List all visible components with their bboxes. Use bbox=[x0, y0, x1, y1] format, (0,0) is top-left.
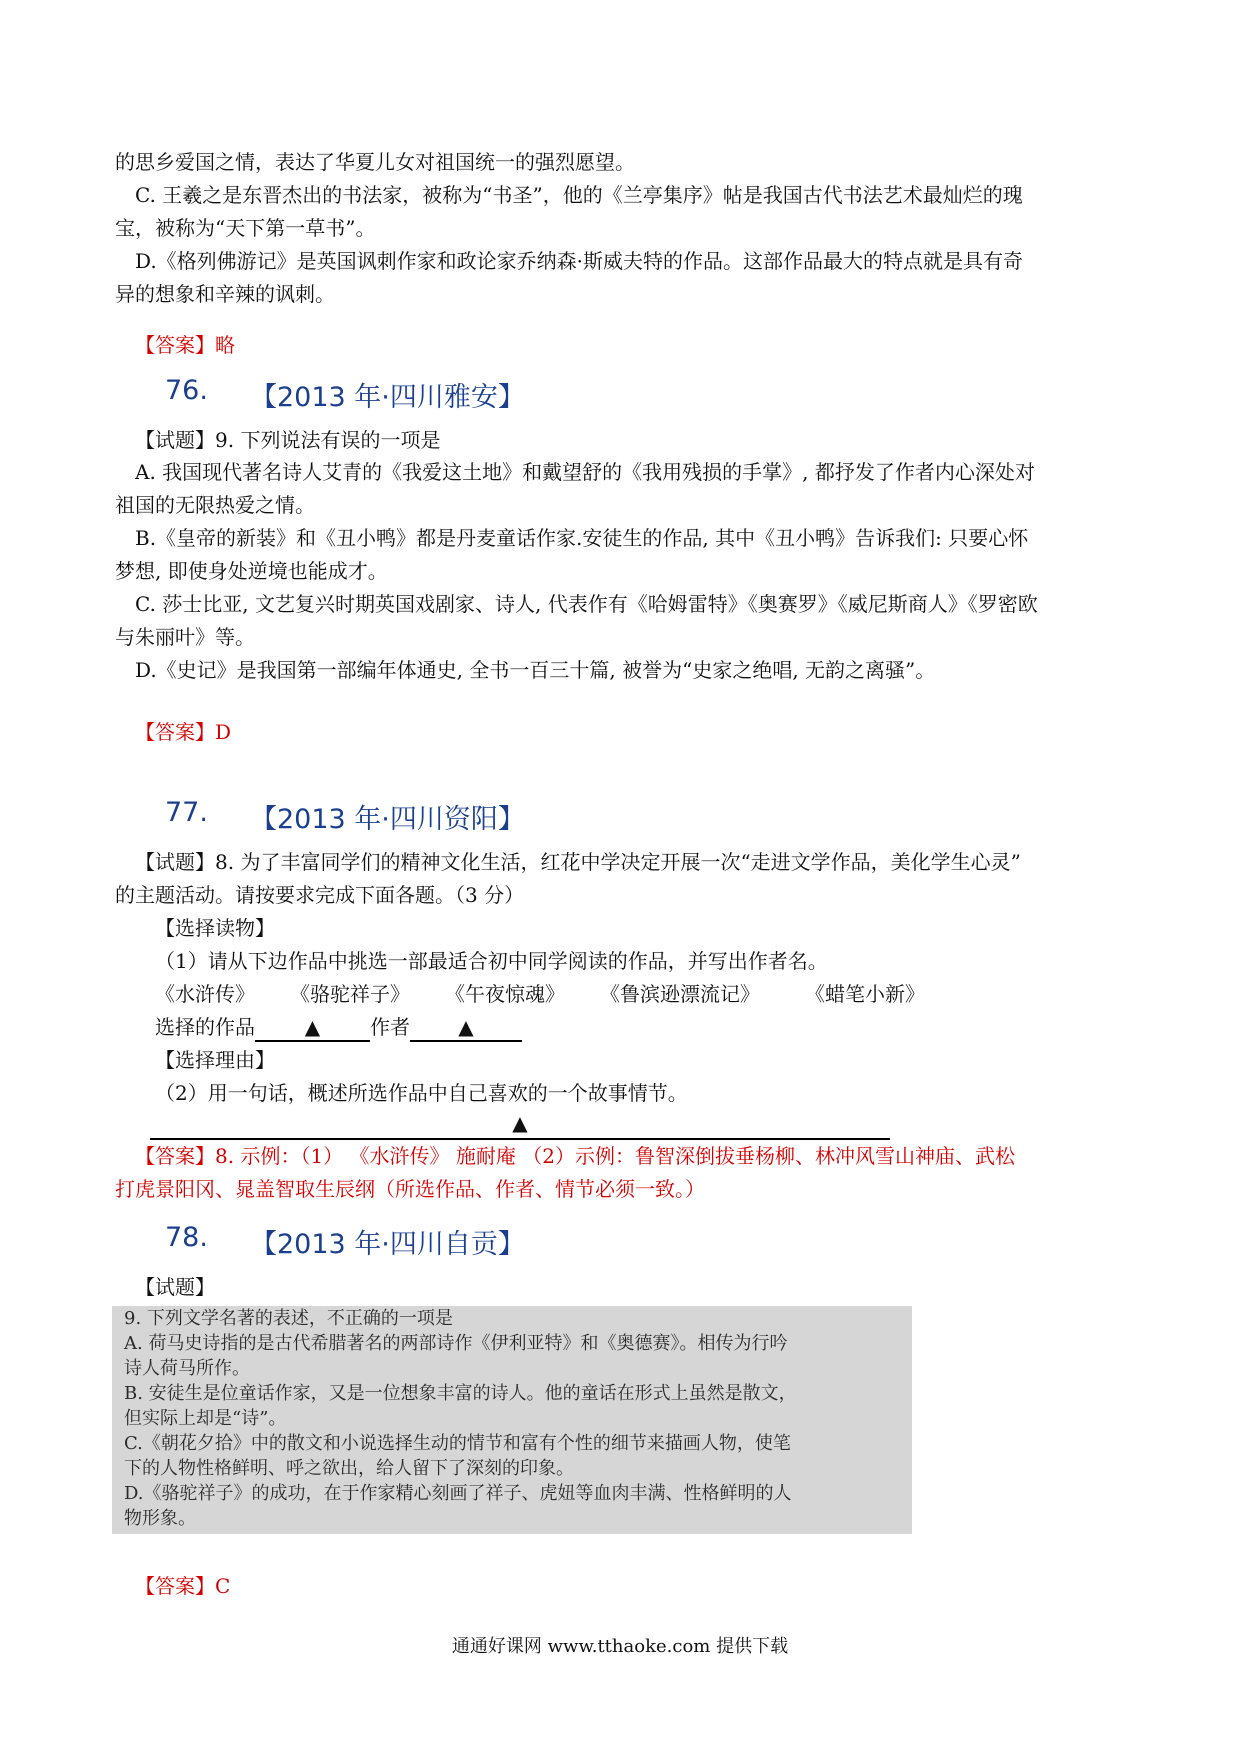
answer: 【答案】D bbox=[135, 720, 232, 744]
author-blank[interactable]: ▲ bbox=[410, 1014, 522, 1042]
question-stem: 【试题】 bbox=[135, 1275, 215, 1299]
section-label: 【选择读物】 bbox=[155, 916, 275, 940]
section-label: 【选择理由】 bbox=[155, 1048, 275, 1072]
option-a: A. 我国现代著名诗人艾青的《我爱这土地》和戴望舒的《我用残损的手掌》, 都抒发了作者内心深处对 bbox=[135, 460, 1035, 484]
scan-line: B. 安徒生是位童话作家，又是一位想象丰富的诗人。他的童话在形式上虽然是散文， bbox=[124, 1383, 797, 1404]
option-c: C. 王羲之是东晋杰出的书法家，被称为“书圣”，他的《兰亭集序》帖是我国古代书法艺术最灿烂的瑰 bbox=[135, 183, 1023, 207]
question-number: 78. bbox=[165, 1222, 208, 1253]
question-title: 【2013 年·四川自贡】 bbox=[250, 1229, 525, 1260]
scan-line: 诗人荷马所作。 bbox=[124, 1358, 250, 1379]
question-stem: 【试题】9. 下列说法有误的一项是 bbox=[135, 428, 441, 452]
work-label: 选择的作品 bbox=[155, 1015, 255, 1039]
option-d: D.《史记》是我国第一部编年体通史, 全书一百三十篇, 被誉为“史家之绝唱, 无韵之离骚”。 bbox=[135, 658, 936, 682]
book-option: 《水浒传》 bbox=[155, 982, 255, 1006]
answer: 【答案】8. 示例：（1） 《水浒传》 施耐庵 （2）示例：鲁智深倒拔垂杨柳、林冲风雪山神庙、武松 bbox=[135, 1144, 1015, 1168]
question-stem-cont: 的主题活动。请按要求完成下面各题。（3 分） bbox=[115, 883, 525, 907]
page-footer: 通通好课网 www.tthaoke.com 提供下载 bbox=[451, 1636, 789, 1657]
book-option: 《骆驼祥子》 bbox=[290, 982, 410, 1006]
scan-line: 下的人物性格鲜明、呼之欲出，给人留下了深刻的印象。 bbox=[124, 1458, 574, 1479]
scan-line: 物形象。 bbox=[124, 1508, 196, 1529]
scan-line: D.《骆驼祥子》的成功，在于作家精心刻画了祥子、虎妞等血肉丰满、性格鲜明的人 bbox=[124, 1483, 792, 1504]
work-blank[interactable]: ▲ bbox=[255, 1014, 370, 1042]
option-a-cont: 祖国的无限热爱之情。 bbox=[115, 493, 315, 517]
answer: 【答案】C bbox=[135, 1574, 231, 1598]
option-b: B.《皇帝的新装》和《丑小鸭》都是丹麦童话作家.安徒生的作品, 其中《丑小鸭》告诉我们: 只要心怀 bbox=[135, 526, 1029, 550]
option-c-cont: 与朱丽叶》等。 bbox=[115, 625, 255, 649]
answer-blanks bbox=[155, 1011, 522, 1044]
answer-cont: 打虎景阳冈、晁盖智取生辰纲（所选作品、作者、情节必须一致。） bbox=[115, 1177, 705, 1201]
scanned-question-image bbox=[112, 1306, 912, 1534]
option-d-cont: 异的想象和辛辣的讽刺。 bbox=[115, 282, 335, 306]
book-option: 《蜡笔小新》 bbox=[805, 982, 925, 1006]
option-c: C. 莎士比亚, 文艺复兴时期英国戏剧家、诗人, 代表作有《哈姆雷特》《奥赛罗》《威尼斯商人》《罗密欧 bbox=[135, 592, 1038, 616]
option-c-cont: 宝，被称为“天下第一草书”。 bbox=[115, 216, 376, 240]
question-title: 【2013 年·四川资阳】 bbox=[250, 804, 525, 835]
sub-question: （2）用一句话，概述所选作品中自己喜欢的一个故事情节。 bbox=[155, 1081, 688, 1105]
option-b-cont: 梦想, 即使身处逆境也能成才。 bbox=[115, 559, 388, 583]
author-label: 作者 bbox=[370, 1015, 410, 1039]
book-option: 《午夜惊魂》 bbox=[445, 982, 565, 1006]
sub-question: （1）请从下边作品中挑选一部最适合初中同学阅读的作品，并写出作者名。 bbox=[155, 949, 828, 973]
option-d: D.《格列佛游记》是英国讽刺作家和政论家乔纳森·斯威夫特的作品。这部作品最大的特点就是具有奇 bbox=[135, 249, 1024, 273]
scan-line: A. 荷马史诗指的是古代希腊著名的两部诗作《伊利亚特》和《奥德赛》。相传为行吟 bbox=[124, 1333, 788, 1354]
question-stem: 【试题】8. 为了丰富同学们的精神文化生活，红花中学决定开展一次“走进文学作品，美化学生心灵” bbox=[135, 850, 1021, 874]
intro-line: 的思乡爱国之情，表达了华夏儿女对祖国统一的强烈愿望。 bbox=[115, 150, 635, 174]
question-title: 【2013 年·四川雅安】 bbox=[250, 382, 525, 413]
scan-line: C.《朝花夕拾》中的散文和小说选择生动的情节和富有个性的细节来描画人物，使笔 bbox=[124, 1433, 791, 1454]
question-number: 77. bbox=[165, 797, 208, 828]
plot-answer-blank[interactable]: ▲ bbox=[150, 1110, 890, 1140]
question-number: 76. bbox=[165, 375, 208, 406]
scan-line: 但实际上却是“诗”。 bbox=[124, 1408, 287, 1429]
answer: 【答案】略 bbox=[135, 333, 235, 357]
scan-line: 9. 下列文学名著的表述，不正确的一项是 bbox=[124, 1308, 453, 1329]
book-option: 《鲁滨逊漂流记》 bbox=[600, 982, 760, 1006]
